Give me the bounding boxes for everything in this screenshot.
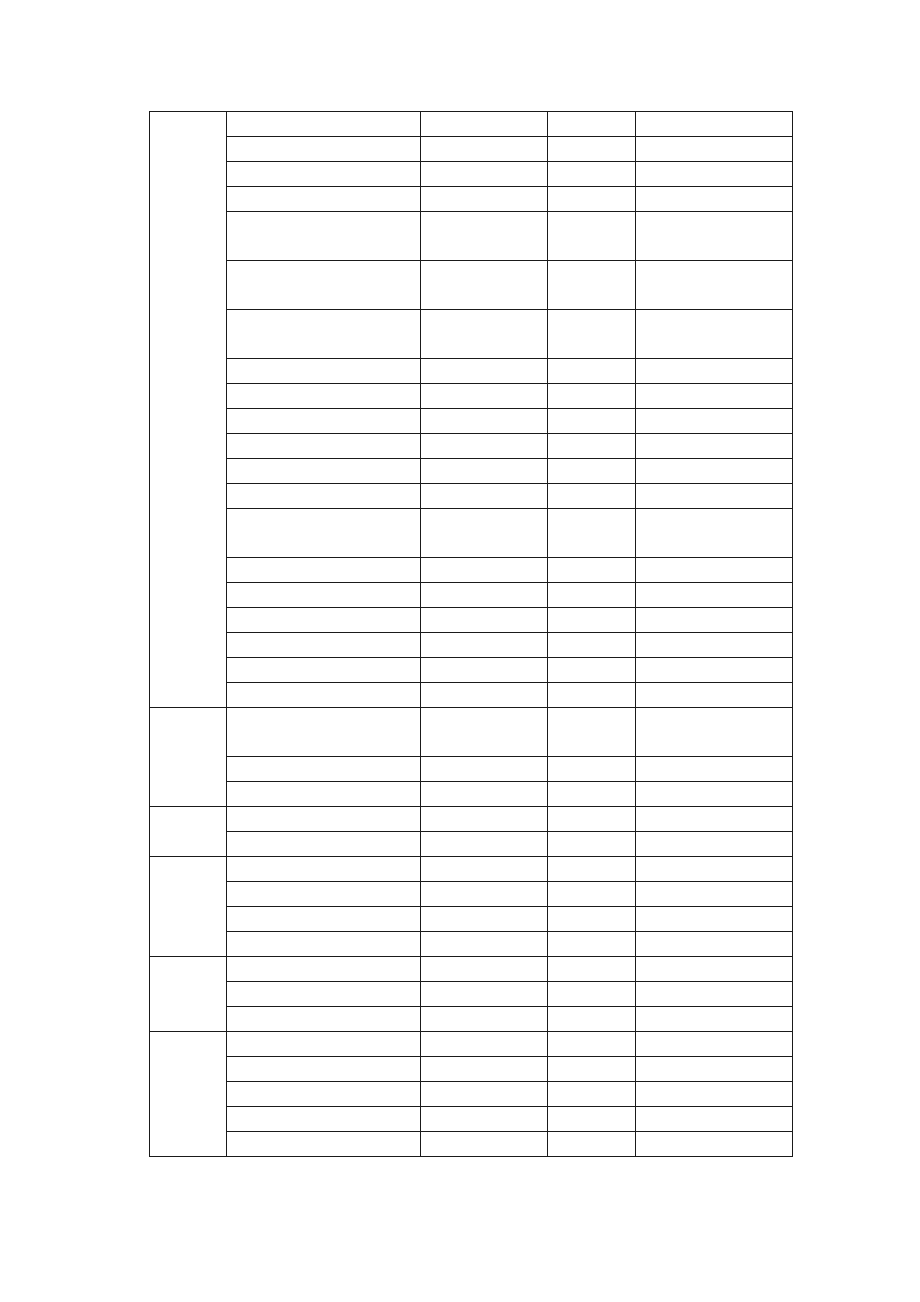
table-row — [150, 1082, 793, 1107]
city-cell — [150, 1032, 227, 1157]
table-row — [150, 757, 793, 782]
table-row — [150, 112, 793, 137]
project-name-cell — [227, 982, 421, 1007]
project-name-cell — [227, 608, 421, 633]
project-name-cell — [227, 708, 421, 757]
project-name-cell — [227, 1107, 421, 1132]
period-cell — [636, 212, 793, 261]
table-row — [150, 162, 793, 187]
period-cell — [636, 932, 793, 957]
investment-cell — [548, 509, 636, 558]
project-name-cell — [227, 484, 421, 509]
status-cell — [421, 1032, 548, 1057]
table-row — [150, 907, 793, 932]
status-cell — [421, 359, 548, 384]
status-cell — [421, 757, 548, 782]
status-cell — [421, 1132, 548, 1157]
period-cell — [636, 558, 793, 583]
period-cell — [636, 658, 793, 683]
project-name-cell — [227, 832, 421, 857]
table-row — [150, 658, 793, 683]
investment-cell — [548, 409, 636, 434]
status-cell — [421, 310, 548, 359]
project-name-cell — [227, 384, 421, 409]
status-cell — [421, 683, 548, 708]
table-row — [150, 359, 793, 384]
investment-cell — [548, 484, 636, 509]
investment-cell — [548, 434, 636, 459]
project-name-cell — [227, 1132, 421, 1157]
status-cell — [421, 932, 548, 957]
table-row — [150, 1132, 793, 1157]
period-cell — [636, 832, 793, 857]
investment-cell — [548, 558, 636, 583]
investment-cell — [548, 359, 636, 384]
investment-cell — [548, 932, 636, 957]
period-cell — [636, 359, 793, 384]
table-row — [150, 509, 793, 558]
project-name-cell — [227, 459, 421, 484]
period-cell — [636, 633, 793, 658]
status-cell — [421, 162, 548, 187]
period-cell — [636, 683, 793, 708]
table-row — [150, 434, 793, 459]
table-row — [150, 187, 793, 212]
period-cell — [636, 112, 793, 137]
project-name-cell — [227, 187, 421, 212]
project-name-cell — [227, 261, 421, 310]
project-name-cell — [227, 957, 421, 982]
investment-cell — [548, 608, 636, 633]
status-cell — [421, 982, 548, 1007]
status-cell — [421, 137, 548, 162]
status-cell — [421, 187, 548, 212]
status-cell — [421, 957, 548, 982]
period-cell — [636, 434, 793, 459]
table-row — [150, 583, 793, 608]
status-cell — [421, 832, 548, 857]
period-cell — [636, 583, 793, 608]
project-name-cell — [227, 1082, 421, 1107]
period-cell — [636, 1057, 793, 1082]
table-row — [150, 1057, 793, 1082]
period-cell — [636, 509, 793, 558]
investment-cell — [548, 212, 636, 261]
investment-cell — [548, 832, 636, 857]
city-cell — [150, 708, 227, 807]
table-row — [150, 957, 793, 982]
investment-cell — [548, 982, 636, 1007]
table-row — [150, 409, 793, 434]
investment-cell — [548, 310, 636, 359]
period-cell — [636, 1107, 793, 1132]
table-row — [150, 683, 793, 708]
project-name-cell — [227, 359, 421, 384]
city-cell — [150, 957, 227, 1032]
investment-cell — [548, 633, 636, 658]
table-row — [150, 1007, 793, 1032]
status-cell — [421, 658, 548, 683]
status-cell — [421, 583, 548, 608]
investment-cell — [548, 782, 636, 807]
status-cell — [421, 212, 548, 261]
city-cell — [150, 857, 227, 957]
table-row — [150, 982, 793, 1007]
period-cell — [636, 137, 793, 162]
investment-cell — [548, 658, 636, 683]
status-cell — [421, 409, 548, 434]
table-row — [150, 212, 793, 261]
table-row — [150, 459, 793, 484]
period-cell — [636, 187, 793, 212]
status-cell — [421, 1107, 548, 1132]
period-cell — [636, 1082, 793, 1107]
project-name-cell — [227, 633, 421, 658]
period-cell — [636, 409, 793, 434]
investment-cell — [548, 882, 636, 907]
status-cell — [421, 434, 548, 459]
investment-cell — [548, 137, 636, 162]
investment-cell — [548, 857, 636, 882]
status-cell — [421, 633, 548, 658]
investment-cell — [548, 384, 636, 409]
investment-cell — [548, 583, 636, 608]
status-cell — [421, 782, 548, 807]
project-name-cell — [227, 658, 421, 683]
status-cell — [421, 112, 548, 137]
period-cell — [636, 708, 793, 757]
table-row — [150, 932, 793, 957]
investment-cell — [548, 807, 636, 832]
investment-cell — [548, 1057, 636, 1082]
project-name-cell — [227, 1032, 421, 1057]
table-row — [150, 261, 793, 310]
investment-cell — [548, 1132, 636, 1157]
status-cell — [421, 907, 548, 932]
investment-cell — [548, 112, 636, 137]
status-cell — [421, 708, 548, 757]
table-row — [150, 782, 793, 807]
period-cell — [636, 608, 793, 633]
table-row — [150, 1032, 793, 1057]
table-row — [150, 310, 793, 359]
project-name-cell — [227, 162, 421, 187]
investment-cell — [548, 1032, 636, 1057]
table-row — [150, 608, 793, 633]
table-row — [150, 1107, 793, 1132]
investment-cell — [548, 683, 636, 708]
period-cell — [636, 459, 793, 484]
period-cell — [636, 982, 793, 1007]
investment-cell — [548, 757, 636, 782]
period-cell — [636, 1007, 793, 1032]
project-name-cell — [227, 137, 421, 162]
table-row — [150, 807, 793, 832]
project-name-cell — [227, 212, 421, 261]
project-name-cell — [227, 757, 421, 782]
investment-cell — [548, 187, 636, 212]
city-cell — [150, 112, 227, 708]
period-cell — [636, 1032, 793, 1057]
table-row — [150, 708, 793, 757]
period-cell — [636, 1132, 793, 1157]
project-name-cell — [227, 882, 421, 907]
status-cell — [421, 459, 548, 484]
project-name-cell — [227, 509, 421, 558]
status-cell — [421, 484, 548, 509]
status-cell — [421, 608, 548, 633]
investment-cell — [548, 708, 636, 757]
status-cell — [421, 1082, 548, 1107]
investment-cell — [548, 1107, 636, 1132]
rail-transit-table — [149, 111, 793, 1157]
project-name-cell — [227, 558, 421, 583]
city-cell — [150, 807, 227, 857]
table-row — [150, 384, 793, 409]
status-cell — [421, 558, 548, 583]
project-name-cell — [227, 409, 421, 434]
project-name-cell — [227, 583, 421, 608]
project-name-cell — [227, 807, 421, 832]
project-name-cell — [227, 857, 421, 882]
period-cell — [636, 162, 793, 187]
project-name-cell — [227, 310, 421, 359]
table-row — [150, 857, 793, 882]
investment-cell — [548, 1007, 636, 1032]
period-cell — [636, 261, 793, 310]
investment-cell — [548, 907, 636, 932]
table-row — [150, 484, 793, 509]
status-cell — [421, 857, 548, 882]
status-cell — [421, 1007, 548, 1032]
investment-cell — [548, 459, 636, 484]
investment-cell — [548, 957, 636, 982]
investment-cell — [548, 162, 636, 187]
project-name-cell — [227, 782, 421, 807]
status-cell — [421, 261, 548, 310]
project-name-cell — [227, 907, 421, 932]
period-cell — [636, 782, 793, 807]
status-cell — [421, 1057, 548, 1082]
table-row — [150, 633, 793, 658]
project-name-cell — [227, 683, 421, 708]
period-cell — [636, 857, 793, 882]
project-name-cell — [227, 1057, 421, 1082]
period-cell — [636, 807, 793, 832]
investment-cell — [548, 261, 636, 310]
period-cell — [636, 484, 793, 509]
period-cell — [636, 907, 793, 932]
period-cell — [636, 957, 793, 982]
period-cell — [636, 757, 793, 782]
period-cell — [636, 384, 793, 409]
period-cell — [636, 310, 793, 359]
project-name-cell — [227, 112, 421, 137]
period-cell — [636, 882, 793, 907]
table-row — [150, 558, 793, 583]
status-cell — [421, 384, 548, 409]
status-cell — [421, 509, 548, 558]
project-table — [149, 111, 793, 1157]
status-cell — [421, 807, 548, 832]
project-name-cell — [227, 932, 421, 957]
project-name-cell — [227, 434, 421, 459]
investment-cell — [548, 1082, 636, 1107]
table-row — [150, 832, 793, 857]
table-row — [150, 882, 793, 907]
project-name-cell — [227, 1007, 421, 1032]
status-cell — [421, 882, 548, 907]
table-row — [150, 137, 793, 162]
